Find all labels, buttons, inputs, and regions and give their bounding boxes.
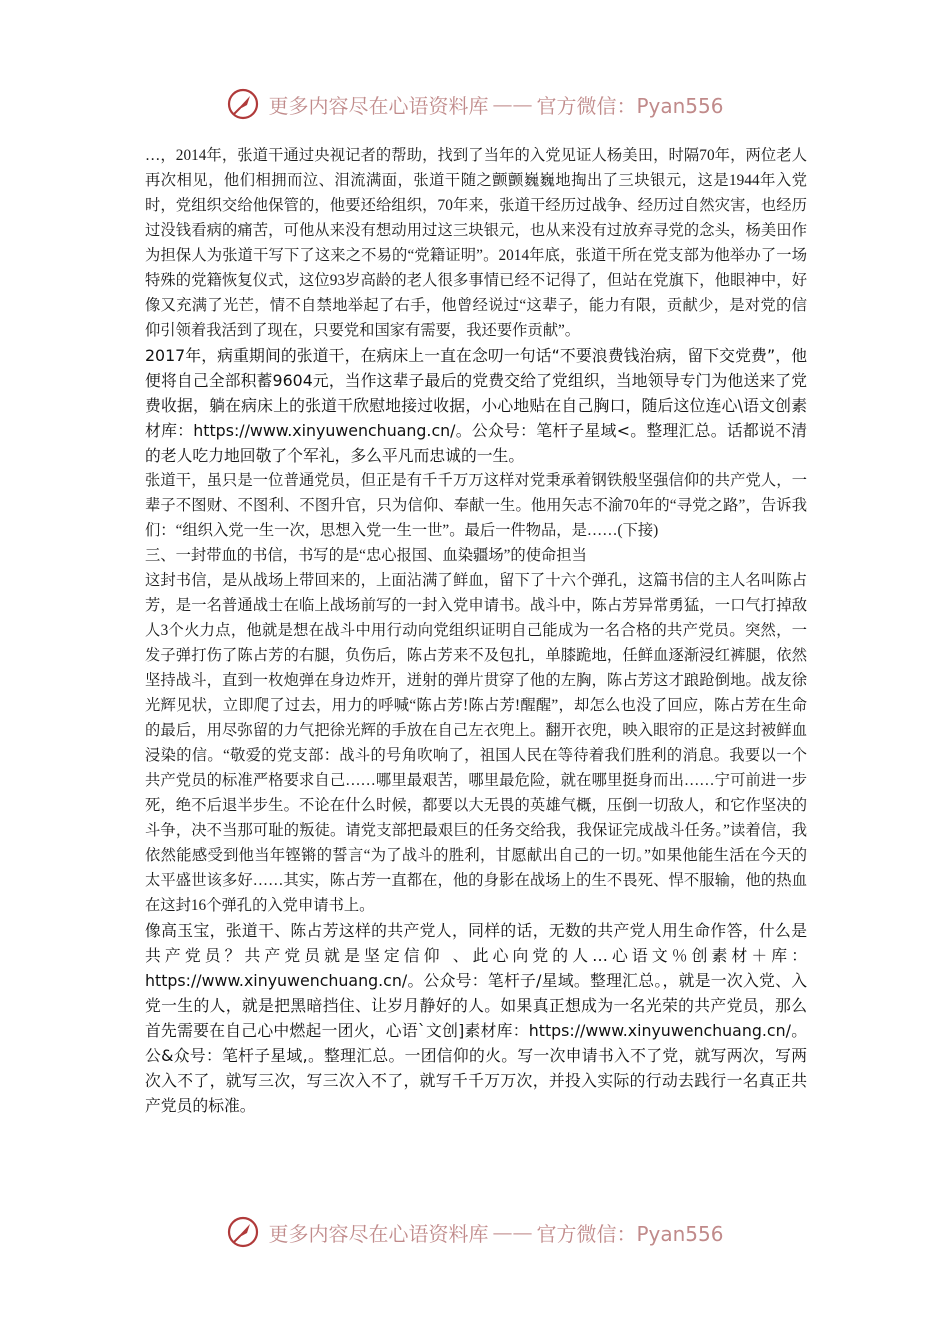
section-heading: 三、一封带血的书信，书写的是“忠心报国、血染疆场”的使命担当 — [145, 547, 587, 564]
banner-wechat: 官方微信：Pyan556 — [536, 1221, 724, 1246]
paragraph-2: 2017年，病重期间的张道干，在病床上一直在念叨一句话“不要浪费钱治病，留下交党费”，他便将自己全部积蓄9604元，当作这辈子最后的党费交给了党组织，当地领导专门为他送来了党费收据，躺在病床上的张道干欣慰地接过收据，小心地贴在自己胸口，随后这位连心\语文创素材库：https://www.xinyuwenchuang.cn/。公众号：笔杆子星域<。整理汇总。话都说不清的老人吃力地回敬了个军礼，多么平凡而忠诚的一生。 — [145, 346, 807, 465]
banner-wechat: 官方微信：Pyan556 — [536, 93, 724, 118]
paragraph-3: 张道干，虽只是一位普通党员，但正是有千千万万这样对党秉承着钢铁般坚强信仰的共产党人，一辈子不图财、不图利、不图升官，只为信仰、奉献一生。他用矢志不渝70年的“寻党之路”，告诉我们：“组织入党一生一次，思想入党一生一世”。最后一件物品，是……(下接) — [145, 472, 807, 539]
paragraph-1: …，2014年，张道干通过央视记者的帮助，找到了当年的入党见证人杨美田，时隔70年，两位老人再次相见，他们相拥而泣、泪流满面，张道干随之颤颤巍巍地掏出了三块银元，这是1944年入党时，党组织交给他保管的，他要还给组织，70年来，张道干经历过战争、经历过自然灾害，也经历过没钱看病的痛苦，可他从来没有想动用过这三块银元，也从来没有过放弃寻党的念头，杨美田作为担保人为张道干写下了这来之不易的“党籍证明”。2014年底，张道干所在党支部为他举办了一场特殊的党籍恢复仪式，这位93岁高龄的老人很多事情已经不记得了，但站在党旗下，他眼神中，好像又充满了光芒，情不自禁地举起了右手，他曾经说过“这辈子，能力有限，贡献少，是对党的信仰引领着我活到了现在，只要党和国家有需要，我还要作贡献”。 — [145, 147, 807, 339]
banner-dash: —— — [492, 1220, 533, 1244]
document-body — [145, 143, 807, 1118]
banner-text: 更多内容尽在心语资料库 — [268, 1221, 489, 1246]
footer-banner — [0, 1212, 950, 1252]
banner-text: 更多内容尽在心语资料库 — [268, 93, 489, 118]
quill-logo-icon — [226, 87, 260, 121]
paragraph-4: 这封书信，是从战场上带回来的，上面沾满了鲜血，留下了十六个弹孔，这篇书信的主人名叫陈占芳，是一名普通战士在临上战场前写的一封入党申请书。战斗中，陈占芳异常勇猛，一口气打掉敌人3个火力点，他就是想在战斗中用行动向党组织证明自己能成为一名合格的共产党员。突然，一发子弹打伤了陈占芳的右腿，负伤后，陈占芳来不及包扎，单膝跪地，任鲜血逐渐浸红裤腿，依然坚持战斗，直到一枚炮弹在身边炸开，迸射的弹片贯穿了他的左胸，陈占芳这才踉跄倒地。战友徐光辉见状，立即爬了过去，用力的呼喊“陈占芳!陈占芳!醒醒”，却怎么也没了回应，陈占芳在生命的最后，用尽弥留的力气把徐光辉的手放在自己左衣兜上。翻开衣兜，映入眼帘的正是这封被鲜血浸染的信。“敬爱的党支部：战斗的号角吹响了，祖国人民在等待着我们胜利的消息。我要以一个共产党员的标准严格要求自己……哪里最艰苦，哪里最危险，就在哪里挺身而出……宁可前进一步死，绝不后退半步生。不论在什么时候，都要以大无畏的英雄气概，压倒一切敌人，和它作坚决的斗争，决不当那可耻的叛徒。请党支部把最艰巨的任务交给我，我保证完成战斗任务。”读着信，我依然能感受到他当年铿锵的誓言“为了战斗的胜利，甘愿献出自己的一切。”如果他能生活在今天的太平盛世该多好……其实，陈占芳一直都在，他的身影在战场上的生不畏死、悍不服输，他的热血在这封16个弹孔的入党申请书上。 — [145, 572, 807, 914]
header-banner — [0, 84, 950, 124]
quill-logo-icon — [226, 1215, 260, 1249]
paragraph-5: 像高玉宝，张道干、陈占芳这样的共产党人，同样的话，无数的共产党人用生命作答，什么是共产党员？共产党员就是坚定信仰 、此心向党的人…心语文％创素材＋库：https://www.xinyuwenchuang.cn/。公众号：笔杆子/星域。整理汇总。，就是一次入党、入党一生的人，就是把黑暗挡住、让岁月静好的人。如果真正想成为一名光荣的共产党员，那么首先需要在自己心中燃起一团火，心语`文创]素材库：https://www.xinyuwenchuang.cn/。公&众号：笔杆子星域,。整理汇总。一团信仰的火。写一次申请书入不了党，就写两次，写两次入不了，就写三次，写三次入不了，就写千千万万次，并投入实际的行动去践行一名真正共产党员的标准。 — [145, 921, 807, 1115]
banner-dash: —— — [492, 92, 533, 116]
